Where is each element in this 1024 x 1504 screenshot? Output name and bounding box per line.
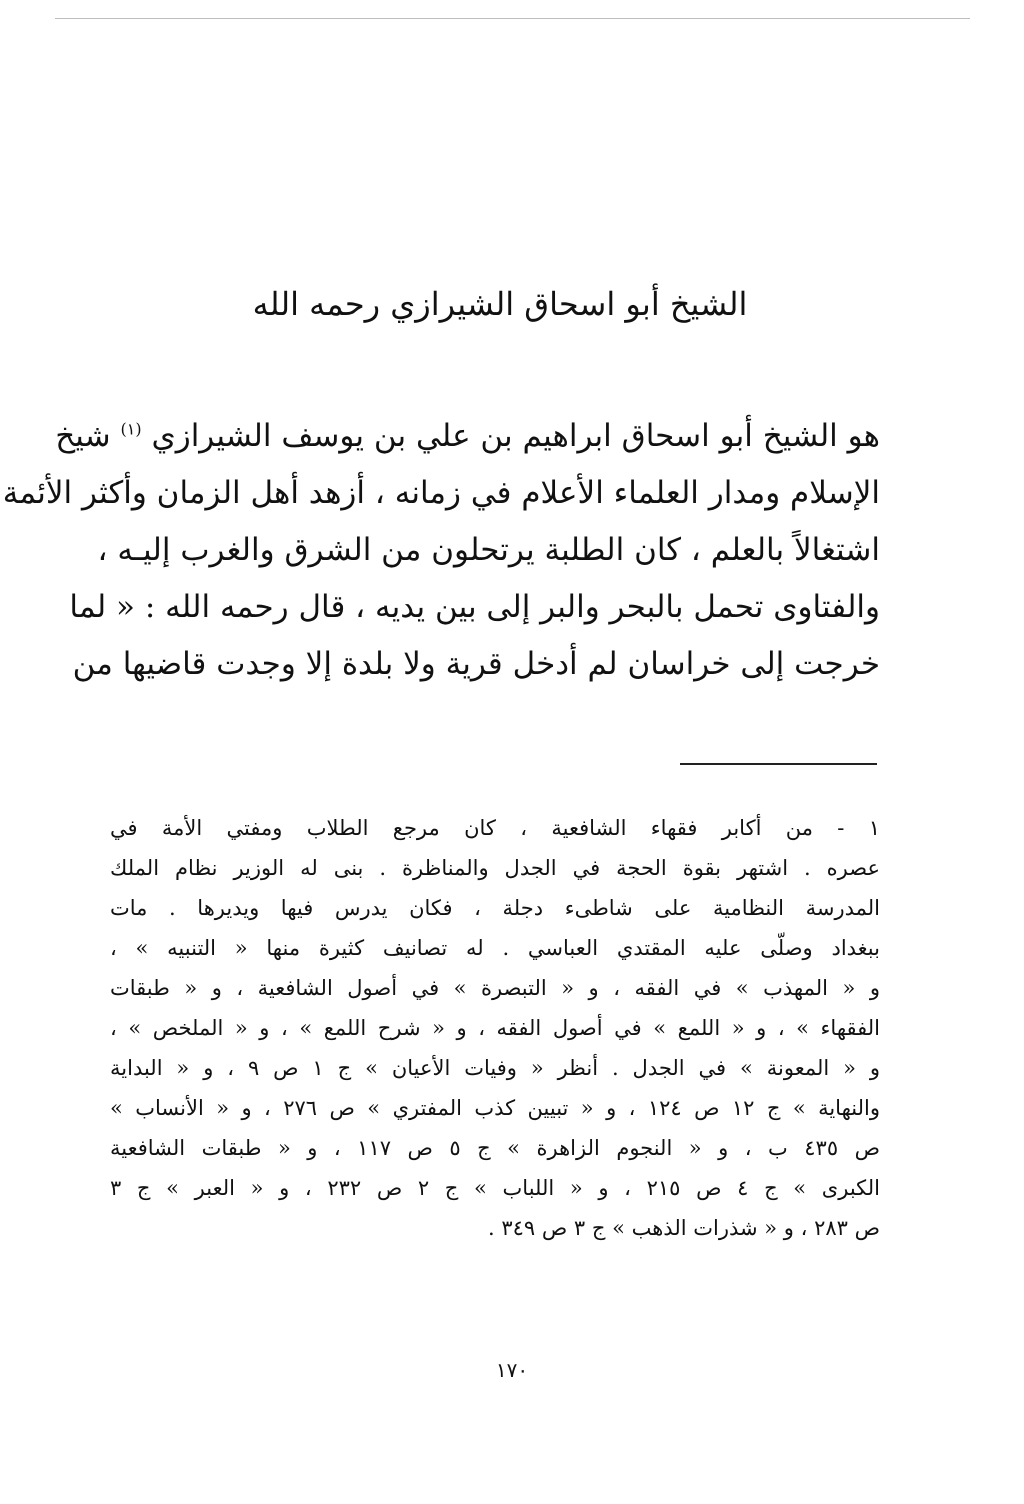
body-line-4: والفتاوى تحمل بالبحر والبر إلى بين يديه ، قال رحمه الله : « لما	[69, 589, 880, 625]
footnote-line: المدرسة النظامية على شاطىء دجلة ، فكان يدرس فيها ويديرها . مات	[110, 896, 880, 920]
main-paragraph	[2, 408, 880, 693]
body-line-1-end: شيخ	[55, 418, 111, 454]
footnote-line: الفقهاء » ، و « اللمع » في أصول الفقه ، و « شرح اللمع » ، و « الملخص » ،	[110, 1016, 880, 1040]
footnote-line: و « المهذب » في الفقه ، و « التبصرة » في أصول الشافعية ، و « طبقات	[110, 976, 880, 1000]
body-line-5: خرجت إلى خراسان لم أدخل قرية ولا بلدة إلا وجدت قاضيها من	[72, 646, 880, 682]
footnote-line: و « المعونة » في الجدل . أنظر « وفيات الأعيان » ج ١ ص ٩ ، و « البداية	[110, 1056, 880, 1080]
top-rule	[55, 18, 970, 19]
body-line-1-text: هو الشيخ أبو اسحاق ابراهيم بن علي بن يوسف الشيرازي	[151, 418, 880, 454]
footnote-line: والنهاية » ج ١٢ ص ١٢٤ ، و « تبيين كذب المفتري » ص ٢٧٦ ، و « الأنساب »	[110, 1096, 880, 1120]
footnote-line: ص ٤٣٥ ب ، و « النجوم الزاهرة » ج ٥ ص ١١٧ ، و « طبقات الشافعية	[110, 1136, 880, 1160]
footnote-separator	[680, 763, 877, 765]
body-line-1	[55, 408, 880, 465]
footnote-line: عصره . اشتهر بقوة الحجة في الجدل والمناظرة . بنى له الوزير نظام الملك	[110, 856, 880, 880]
footnote-line: الكبرى » ج ٤ ص ٢١٥ ، و « اللباب » ج ٢ ص ٢٣٢ ، و « العبر » ج ٣	[110, 1176, 880, 1200]
body-line-3: اشتغالاً بالعلم ، كان الطلبة يرتحلون من الشرق والغرب إليـه ،	[97, 532, 880, 568]
footnote-line: ص ٢٨٣ ، و « شذرات الذهب » ج ٣ ص ٣٤٩ .	[487, 1216, 880, 1240]
footnote	[110, 808, 880, 1248]
footnote-reference[interactable]: (١)	[120, 419, 142, 439]
footnote-line: ببغداد وصلّى عليه المقتدي العباسي . له تصانيف كثيرة منها « التنبيه » ،	[110, 936, 880, 960]
body-line-2: الإسلام ومدار العلماء الأعلام في زمانه ، أزهد أهل الزمان وأكثر الأئمة	[2, 475, 880, 511]
page-title: الشيخ أبو اسحاق الشيرازي رحمه الله	[252, 285, 748, 323]
footnote-line: ١ - من أكابر فقهاء الشافعية ، كان مرجع الطلاب ومفتي الأمة في	[110, 816, 880, 840]
page-number: ١٧٠	[495, 1358, 529, 1382]
